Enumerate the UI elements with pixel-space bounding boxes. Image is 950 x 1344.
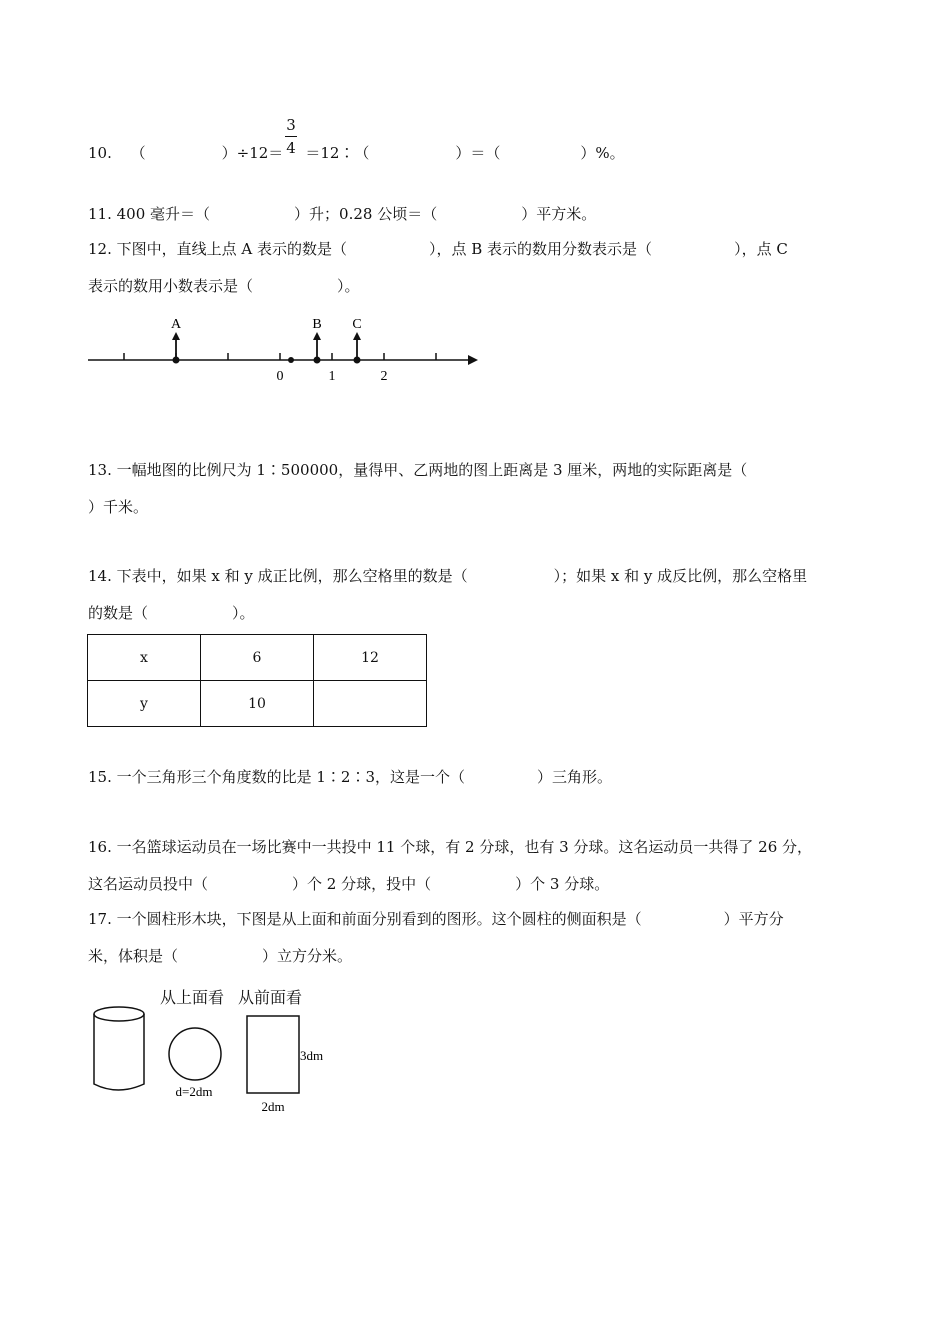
point-c-label: C xyxy=(352,317,362,332)
point-c-arrowhead xyxy=(353,332,361,340)
q15-text-2: ）三角形。 xyxy=(537,768,613,786)
fraction-numerator: 3 xyxy=(286,116,296,134)
question-15 xyxy=(88,767,612,787)
q12-text-2: ），点 B 表示的数用分数表示是（ xyxy=(429,240,653,258)
question-14-line-2 xyxy=(88,603,255,623)
top-view-caption: 从上面看 xyxy=(160,988,225,1007)
cylinder-body xyxy=(94,1014,144,1090)
height-label: 3dm xyxy=(300,1048,324,1063)
question-13-line-1 xyxy=(88,460,747,480)
question-14-line-1 xyxy=(88,566,807,586)
tick-label-2: 2 xyxy=(380,369,388,384)
question-16-line-2 xyxy=(88,874,609,894)
q11-text-3: ）平方米。 xyxy=(521,205,597,223)
q10-number: 10. xyxy=(88,144,112,162)
q10-pct: ）%。 xyxy=(580,144,625,162)
q12-text-4: 表示的数用小数表示是（ xyxy=(88,277,254,295)
tick-label-1: 1 xyxy=(328,369,336,384)
question-16-line-1 xyxy=(88,837,812,857)
q12-text-3: ），点 C xyxy=(734,240,788,258)
table-cell-blank[interactable] xyxy=(314,681,427,727)
point-b-arrowhead xyxy=(313,332,321,340)
top-view-circle xyxy=(169,1028,221,1080)
q10-mid: ＝12∶（ xyxy=(305,144,370,162)
table-cell: y xyxy=(88,681,201,727)
question-17-line-2 xyxy=(88,946,352,966)
number-line xyxy=(86,310,486,390)
table-cell: 10 xyxy=(201,681,314,727)
point-a-arrowhead xyxy=(172,332,180,340)
question-13-line-2 xyxy=(88,497,148,517)
q12-text-1: 12. 下图中，直线上点 A 表示的数是（ xyxy=(88,240,347,258)
q10-eq: ）＝（ xyxy=(455,144,501,162)
q16-text-3: ）个 2 分球，投中（ xyxy=(292,875,432,893)
q11-text-1: 11. 400 毫升＝（ xyxy=(88,205,211,223)
q17-text-3: 米，体积是（ xyxy=(88,947,179,965)
cylinder-figure xyxy=(86,1000,346,1120)
question-11 xyxy=(88,204,596,224)
q16-text-1: 16. 一名篮球运动员在一场比赛中一共投中 11 个球，有 2 分球，也有 3 分球。这名运动员一共得了 26 分， xyxy=(88,838,813,856)
q12-text-5: ）。 xyxy=(337,277,360,295)
q14-text-3: 的数是（ xyxy=(88,604,149,622)
q14-text-4: ）。 xyxy=(232,604,255,622)
q17-text-2: ）平方分 xyxy=(723,910,784,928)
number-line-arrowhead xyxy=(468,355,478,365)
xy-table xyxy=(87,634,427,727)
q16-text-4: ）个 3 分球。 xyxy=(515,875,610,893)
q14-text-2: ）；如果 x 和 y 成反比例，那么空格里 xyxy=(553,567,808,585)
q10-open: （ xyxy=(130,144,146,162)
table-cell: 12 xyxy=(314,635,427,681)
table-row xyxy=(88,681,427,727)
fraction-denominator: 4 xyxy=(286,139,296,157)
q14-text-1: 14. 下表中，如果 x 和 y 成正比例，那么空格里的数是（ xyxy=(88,567,468,585)
table-cell: 6 xyxy=(201,635,314,681)
q17-text-4: ）立方分米。 xyxy=(262,947,353,965)
question-10 xyxy=(88,143,625,163)
dot-zero xyxy=(288,357,294,363)
question-12-line-2 xyxy=(88,276,360,296)
point-b-label: B xyxy=(312,317,322,332)
table-row xyxy=(88,635,427,681)
width-label: 2dm xyxy=(261,1099,285,1114)
cylinder-top xyxy=(94,1007,144,1021)
question-12-line-1 xyxy=(88,239,788,259)
q13-text-2: ）千米。 xyxy=(88,498,149,516)
q15-text-1: 15. 一个三角形三个角度数的比是 1∶2∶3，这是一个（ xyxy=(88,768,466,786)
q16-text-2: 这名运动员投中（ xyxy=(88,875,209,893)
diameter-label: d=2dm xyxy=(175,1084,213,1099)
fraction-bar xyxy=(285,136,297,137)
tick-label-0: 0 xyxy=(276,369,284,384)
q10-div: ）÷12＝ xyxy=(221,144,284,162)
table-cell: x xyxy=(88,635,201,681)
q11-text-2: ）升；0.28 公顷＝（ xyxy=(294,205,438,223)
front-view-rectangle xyxy=(247,1016,299,1093)
q13-text-1: 13. 一幅地图的比例尺为 1∶500000，量得甲、乙两地的图上距离是 3 厘米，两地的实际距离是（ xyxy=(88,461,748,479)
q17-text-1: 17. 一个圆柱形木块，下图是从上面和前面分别看到的图形。这个圆柱的侧面积是（ xyxy=(88,910,642,928)
front-view-caption: 从前面看 xyxy=(238,988,303,1007)
point-a-label: A xyxy=(170,317,182,332)
question-17-line-1 xyxy=(88,909,784,929)
